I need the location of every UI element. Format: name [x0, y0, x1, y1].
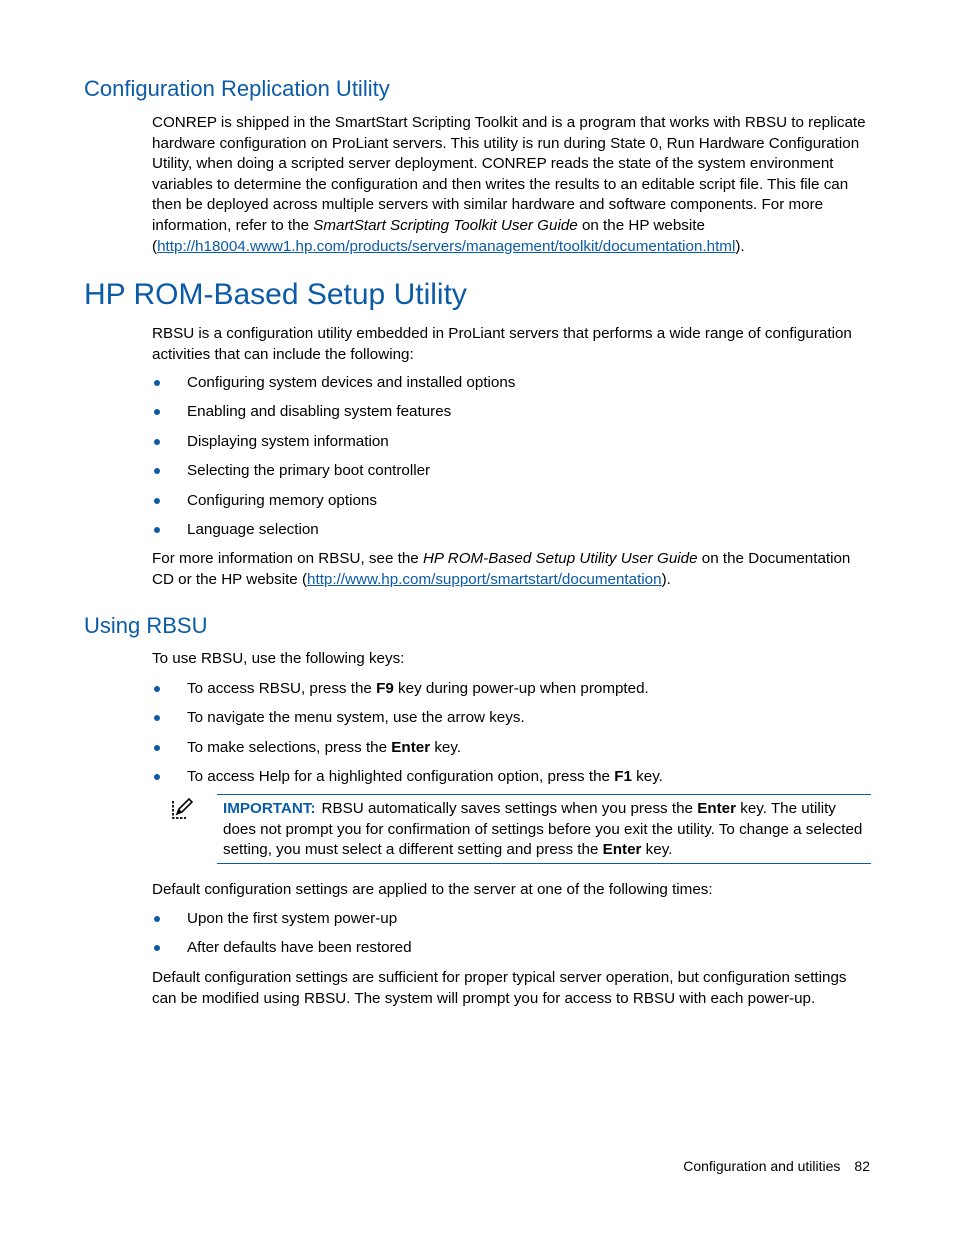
rbsu-more-info — [152, 549, 872, 590]
toolkit-documentation-link[interactable]: http://h18004.www1.hp.com/products/servers/management/toolkit/documentation.html — [157, 237, 736, 255]
rbsu-intro-text: RBSU is a configuration utility embedded in ProLiant servers that performs a wide range of configuration activities that can include the following: — [152, 325, 852, 363]
important-text-b: key. The utility does not prompt you for confirmation of settings before you exit the utility. To change a selected setting, you must select a different setting and press the — [223, 800, 863, 859]
closing-paragraph — [152, 968, 872, 1009]
list-item: Enabling and disabling system features — [152, 402, 872, 431]
rbsu-guide-title: HP ROM-Based Setup Utility User Guide — [422, 550, 698, 567]
key-name: F1 — [614, 768, 632, 786]
section-heading-rbsu: HP ROM-Based Setup Utility — [84, 278, 467, 311]
key-item-text: To access Help for a highlighted configuration option, press the — [187, 768, 615, 786]
important-pencil-icon — [170, 797, 194, 821]
list-item — [152, 708, 872, 737]
page-footer — [683, 1158, 870, 1174]
list-item: After defaults have been restored — [152, 938, 872, 967]
list-item — [152, 679, 872, 708]
list-item: Language selection — [152, 520, 872, 549]
list-item — [152, 767, 872, 796]
page-number: 82 — [854, 1158, 870, 1174]
using-intro — [152, 649, 872, 670]
using-intro-text: To use RBSU, use the following keys: — [152, 650, 405, 667]
key-item-text: To make selections, press the — [187, 738, 392, 756]
more-info-text-c: ). — [661, 570, 671, 588]
important-label: IMPORTANT: — [223, 800, 316, 817]
footer-section-title: Configuration and utilities — [683, 1158, 841, 1174]
conrep-text-b: on the HP website ( — [152, 216, 705, 255]
important-note-text — [223, 799, 868, 861]
key-item-text: To navigate the menu system, use the arrow keys. — [187, 709, 525, 727]
section-heading-using-rbsu: Using RBSU — [84, 613, 208, 638]
list-item — [152, 738, 872, 767]
list-item: Selecting the primary boot controller — [152, 461, 872, 490]
list-item: Configuring memory options — [152, 491, 872, 520]
key-name: Enter — [602, 841, 642, 859]
section-heading-conrep: Configuration Replication Utility — [84, 76, 390, 101]
conrep-paragraph — [152, 113, 872, 257]
key-name: F9 — [376, 680, 394, 697]
key-item-text: key. — [631, 768, 663, 786]
rbsu-keys-list — [152, 679, 872, 797]
toolkit-guide-title: SmartStart Scripting Toolkit User Guide — [313, 216, 578, 234]
closing-text: Default configuration settings are sufficient for proper typical server operation, but configuration settings can be modified using RBSU. The system will prompt you for access to RBSU with each power-up. — [152, 969, 847, 1007]
defaults-intro-text: Default configuration settings are applied to the server at one of the following times: — [152, 881, 713, 898]
key-item-text: key. — [430, 738, 462, 756]
list-item: Upon the first system power-up — [152, 909, 872, 938]
list-item: Displaying system information — [152, 432, 872, 461]
list-item: Configuring system devices and installed options — [152, 373, 872, 402]
key-item-text: key during power-up when prompted. — [393, 680, 649, 697]
more-info-text-a: For more information on RBSU, see the — [152, 550, 423, 567]
key-item-text: To access RBSU, press the — [187, 680, 377, 697]
smartstart-documentation-link[interactable]: http://www.hp.com/support/smartstart/documentation — [307, 570, 662, 588]
conrep-text-a: CONREP is shipped in the SmartStart Scripting Toolkit and is a program that works with RBSU to replicate hardware configuration on ProLiant servers. This utility is run during State 0, Run Hardware Configuration Utility, when doing a scripted server deployment. CONREP reads the state of the system environment variables to determine the configuration and then writes the results to an editable script file. This file can then be deployed across multiple servers with similar hardware and software components. For more information, refer to the — [152, 114, 866, 234]
defaults-times-list — [152, 909, 872, 968]
more-info-text-b: on the Documentation CD or the HP website ( — [152, 550, 851, 588]
important-text-a: RBSU automatically saves settings when you press the — [321, 800, 698, 817]
rbsu-activities-list — [152, 373, 872, 549]
important-text-c: key. — [641, 841, 673, 859]
rbsu-intro — [152, 324, 872, 365]
defaults-intro — [152, 880, 872, 901]
conrep-text-c: ). — [735, 237, 745, 255]
key-name: Enter — [391, 738, 431, 756]
important-note — [217, 794, 871, 864]
key-name: Enter — [697, 800, 737, 817]
